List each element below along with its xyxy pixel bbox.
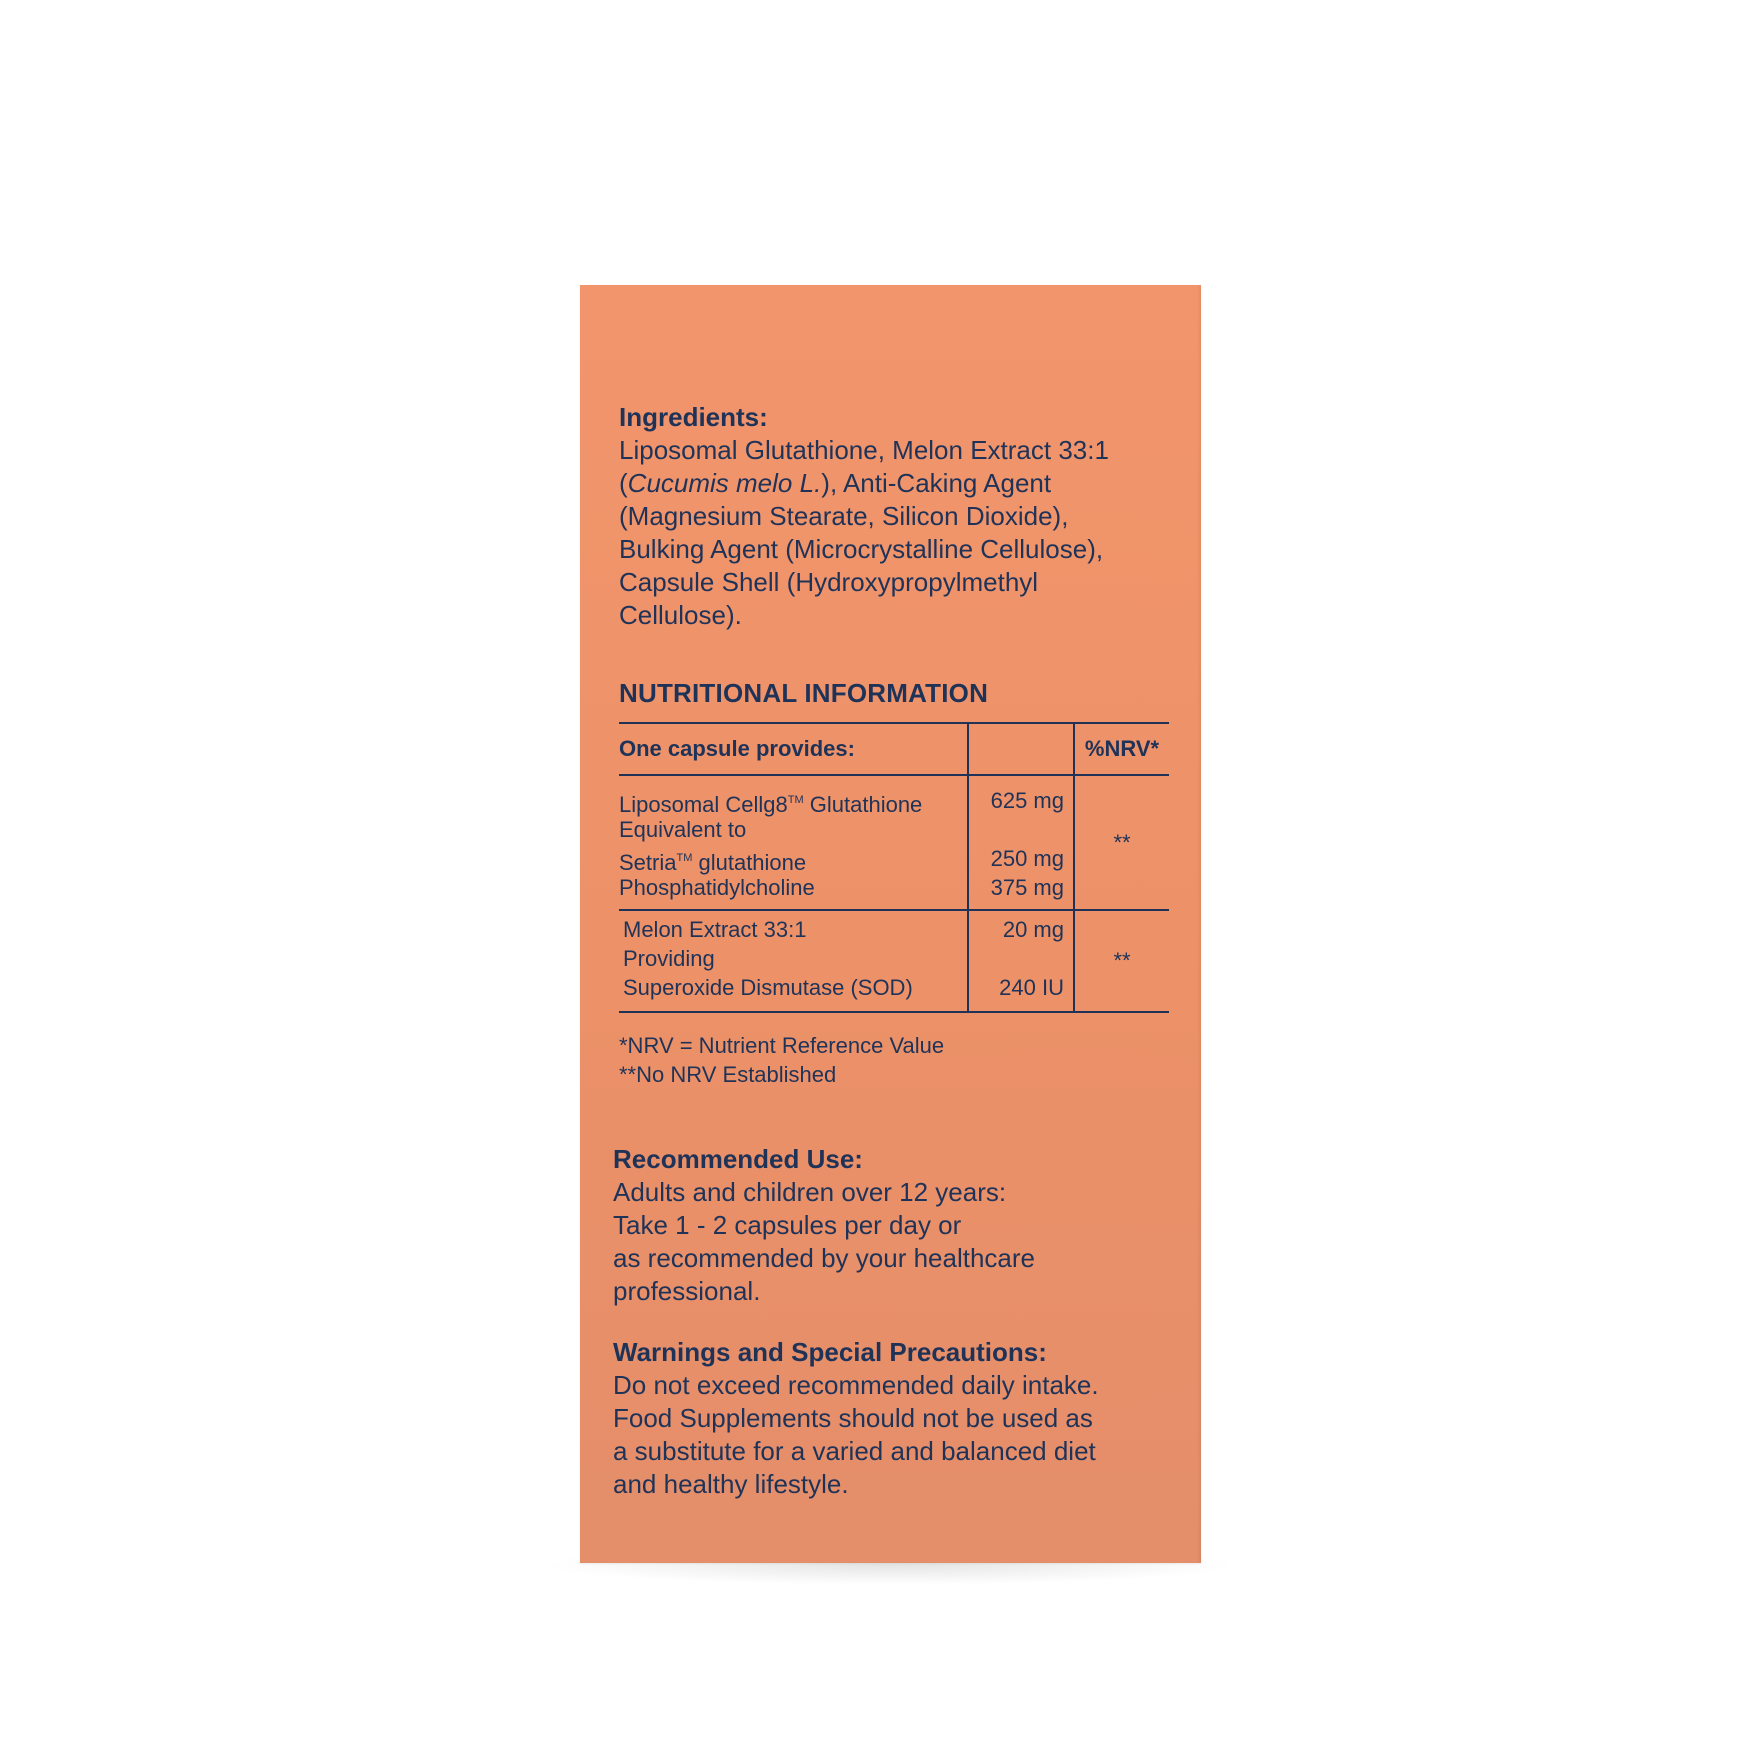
recommended-heading: Recommended Use: — [613, 1144, 863, 1174]
box-edge — [1197, 285, 1201, 1563]
ingredients-line: Liposomal Glutathione, Melon Extract 33:1 — [619, 435, 1109, 465]
table-header-row — [619, 722, 1169, 776]
recommended-use-section — [613, 1143, 1173, 1308]
warnings-line: a substitute for a varied and balanced diet — [613, 1436, 1096, 1466]
ingredients-line: Capsule Shell (Hydroxypropylmethyl — [619, 567, 1039, 597]
name-text: Setria — [619, 850, 677, 875]
nrv-note: **No NRV Established — [619, 1062, 837, 1087]
recommended-line: as recommended by your healthcare — [613, 1243, 1036, 1273]
nrv-note: *NRV = Nutrient Reference Value — [619, 1033, 945, 1058]
row-name: Superoxide Dismutase (SOD) — [623, 975, 913, 1000]
nutrition-title: NUTRITIONAL INFORMATION — [619, 678, 989, 708]
trademark-mark: TM — [787, 794, 804, 806]
recommended-line: professional. — [613, 1276, 761, 1306]
warnings-line: Food Supplements should not be used as — [613, 1403, 1093, 1433]
name-text: glutathione — [692, 850, 807, 875]
row-name: Phosphatidylcholine — [619, 875, 815, 900]
header-amount — [967, 724, 1073, 774]
row-amount: 240 IU — [999, 975, 1064, 1000]
row-nrv: ** — [1073, 776, 1169, 909]
ingredients-text: ( — [619, 468, 628, 498]
product-box-side-panel — [580, 285, 1201, 1563]
ingredients-text: ), Anti-Caking Agent — [821, 468, 1052, 498]
row-name: Melon Extract 33:1 — [623, 917, 807, 942]
row-name: Equivalent to — [619, 817, 747, 842]
ingredients-line — [619, 467, 1179, 500]
header-provides: One capsule provides: — [619, 736, 855, 761]
row-amount-empty — [969, 944, 1064, 973]
row-name: Providing — [623, 946, 715, 971]
row-name — [619, 786, 967, 815]
row-names — [619, 911, 967, 1011]
nrv-notes — [619, 1031, 944, 1089]
table-row — [619, 776, 1169, 911]
ingredients-section — [619, 401, 1179, 632]
header-nrv: %NRV* — [1073, 724, 1169, 774]
recommended-line: Take 1 - 2 capsules per day or — [613, 1210, 962, 1240]
warnings-line: and healthy lifestyle. — [613, 1469, 849, 1499]
ingredients-line: (Magnesium Stearate, Silicon Dioxide), — [619, 501, 1069, 531]
row-amount-empty — [969, 815, 1064, 844]
ingredients-latin-name: Cucumis melo L. — [627, 468, 822, 498]
row-names — [619, 776, 967, 909]
row-nrv: ** — [1073, 911, 1169, 1011]
row-amount: 625 mg — [990, 788, 1064, 813]
nutrition-table — [619, 722, 1169, 1013]
ingredients-line: Bulking Agent (Microcrystalline Cellulose), — [619, 534, 1104, 564]
warnings-line: Do not exceed recommended daily intake. — [613, 1370, 1099, 1400]
table-row — [619, 911, 1169, 1013]
trademark-mark: TM — [676, 852, 693, 864]
row-amount: 375 mg — [990, 875, 1064, 900]
recommended-line: Adults and children over 12 years: — [613, 1177, 1007, 1207]
name-text: Glutathione — [803, 792, 923, 817]
row-amount: 250 mg — [990, 846, 1064, 871]
ingredients-line: Cellulose). — [619, 600, 742, 630]
warnings-heading: Warnings and Special Precautions: — [613, 1337, 1047, 1367]
warnings-section — [613, 1336, 1183, 1501]
row-name — [619, 844, 967, 873]
ingredients-heading: Ingredients: — [619, 402, 768, 432]
row-amounts — [967, 776, 1073, 909]
name-text: Liposomal Cellg8 — [619, 792, 788, 817]
row-amount: 20 mg — [1002, 917, 1064, 942]
row-amounts — [967, 911, 1073, 1011]
